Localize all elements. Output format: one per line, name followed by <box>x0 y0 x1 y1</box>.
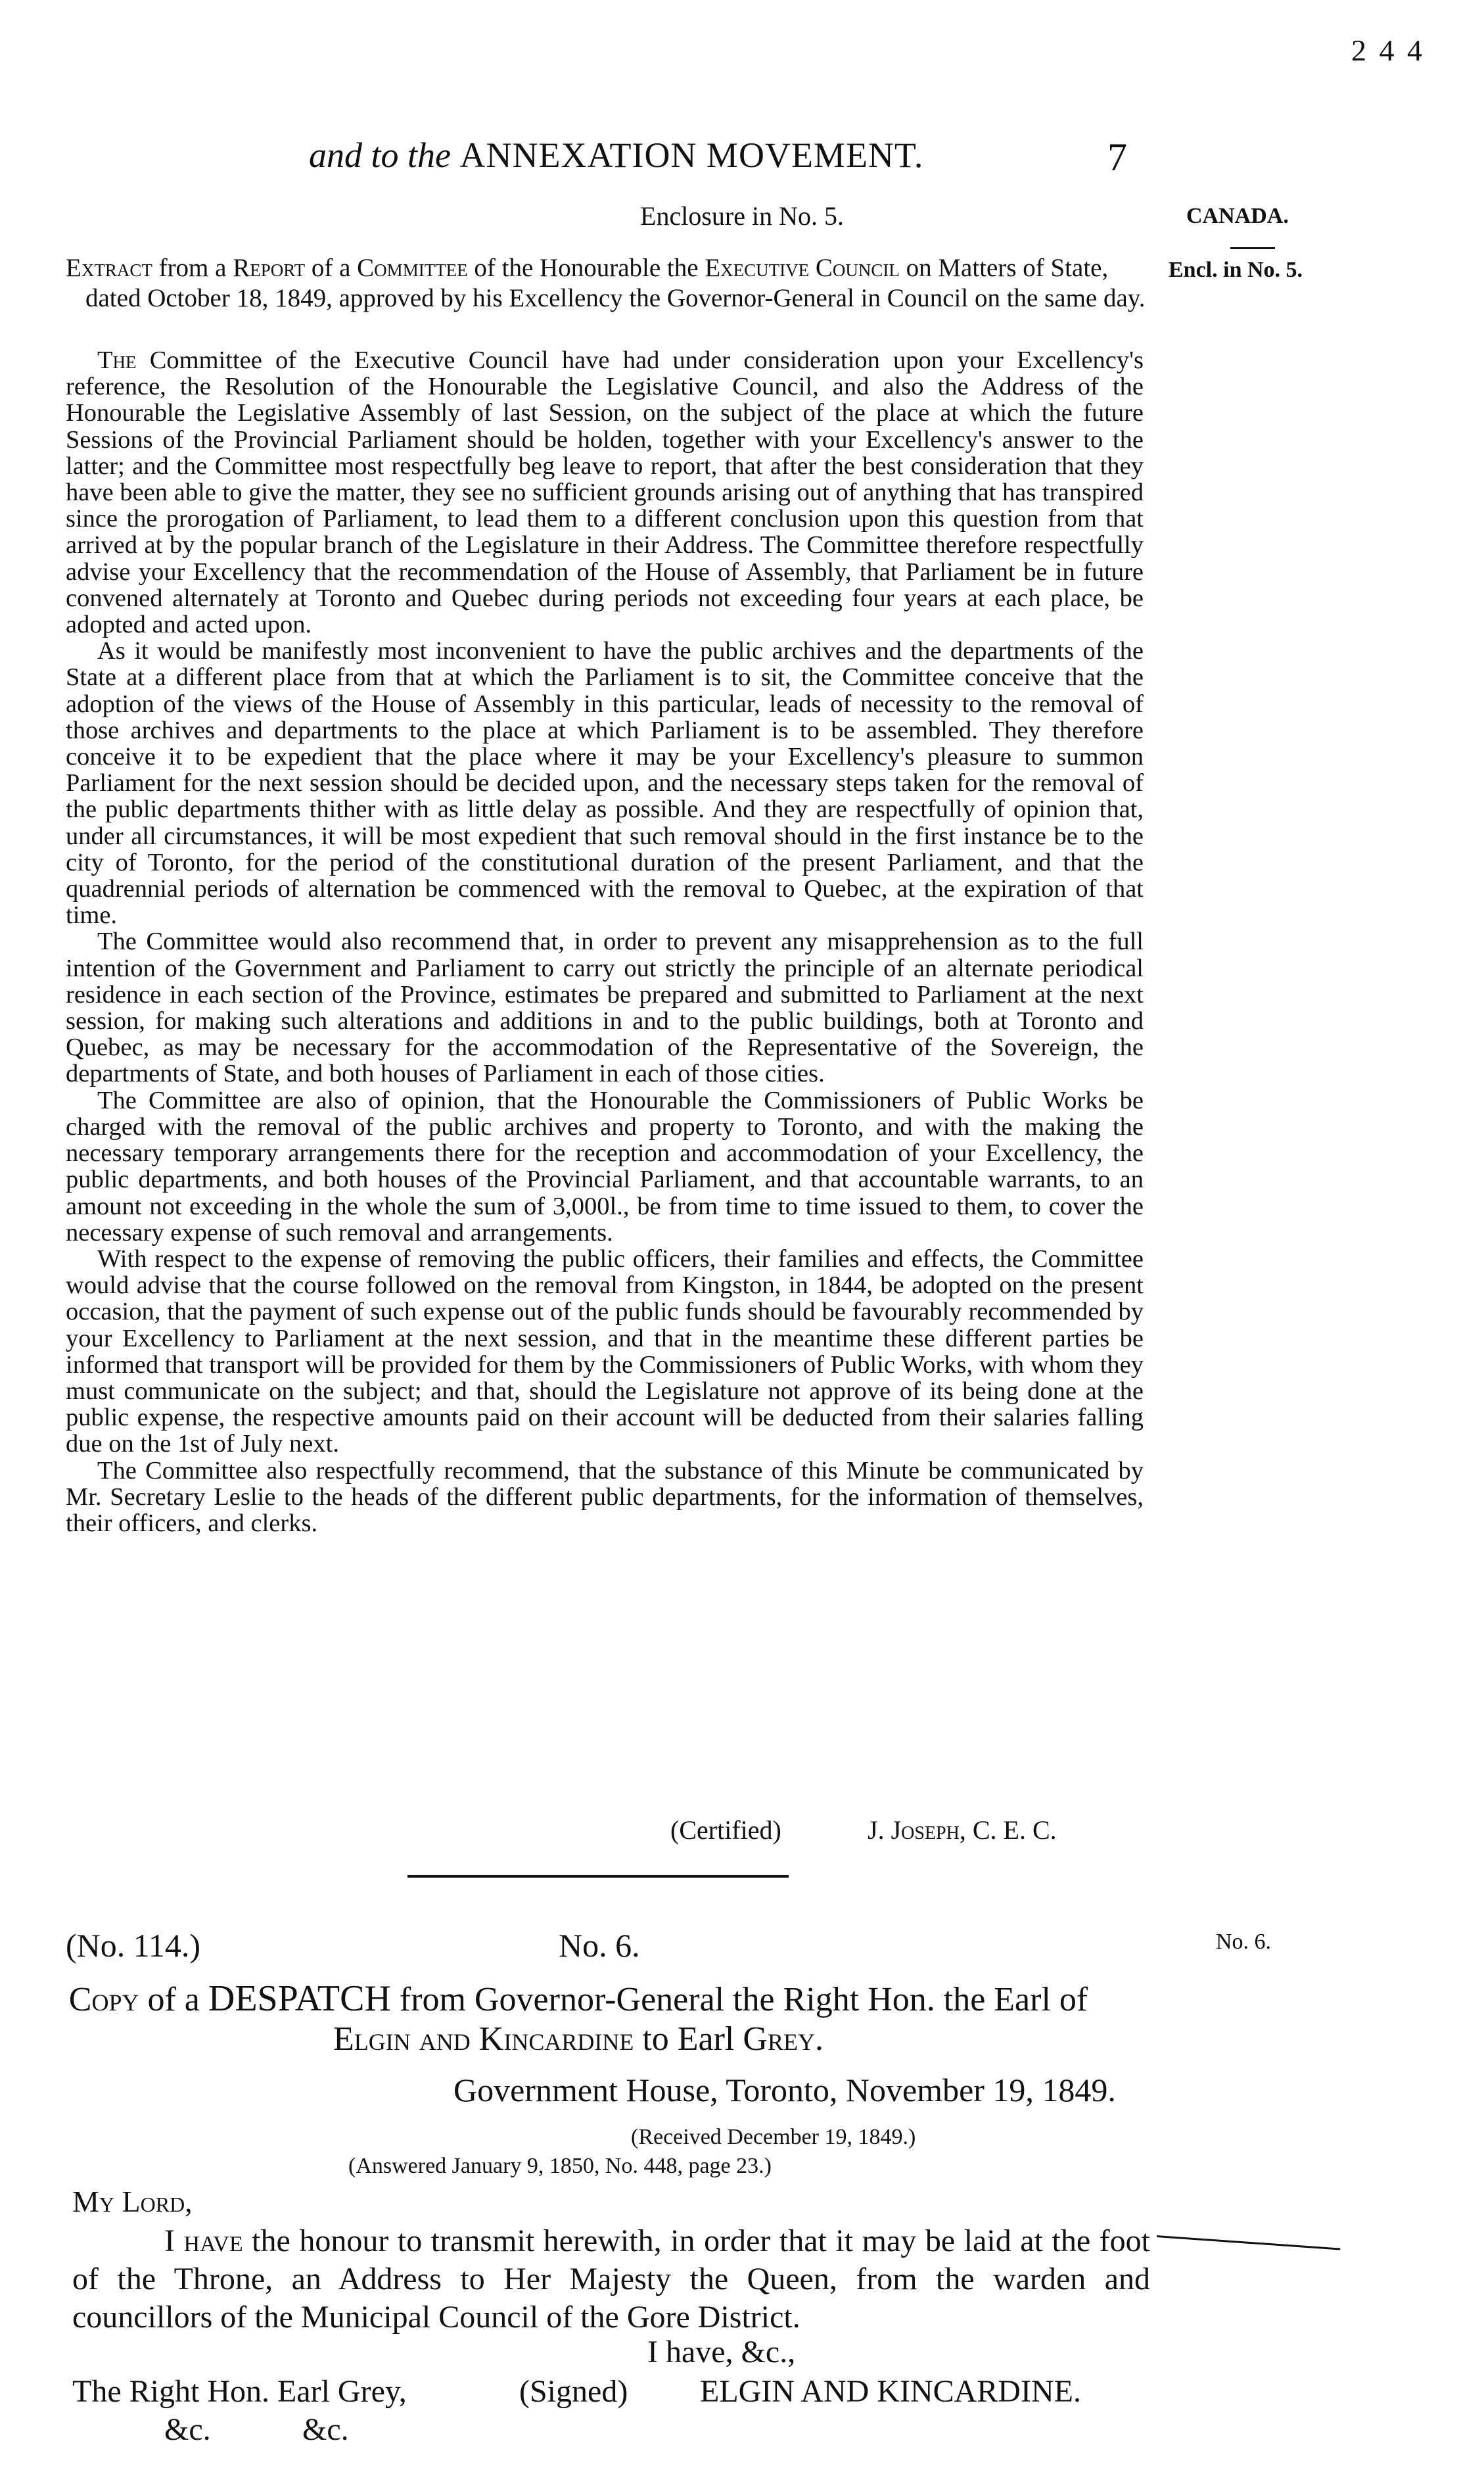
section-divider <box>407 1875 789 1878</box>
extract-lead: Extract <box>66 254 152 282</box>
report-paragraph: The Committee are also of opinion, that the Honourable the Commissioners of Public Works be charged with the removal of the public archives and property to Toronto, and with the making the necessary temporary arrangements there for the reception and accommodation of your Excellency, the public departments, and both houses of the Provincial Parliament, and that accountable warrants, to an amount not exceeding in the whole the sum of 3,000l., be from time to time issued to them, to cover the necessary expense of such removal and arrangements. <box>66 1086 1144 1247</box>
report-paragraph <box>66 347 1144 638</box>
report-paragraph: The Committee would also recommend that, in order to prevent any misapprehension as to the full intention of the Government and Parliament to carry out strictly the principle of an alternate periodical residence in each section of the Province, estimates be prepared and submitted to Parliament at the next session, for making such alterations and additions in and to the public buildings, both at Toronto and Quebec, as may be necessary for the accommodation of the Representative of the Sovereign, the departments of State, and both houses of Parliament in each of those cities. <box>66 928 1144 1088</box>
enclosure-heading: Enclosure in No. 5. <box>640 201 844 231</box>
title-copy: Copy <box>68 1981 139 2018</box>
running-head-prefix: and to the <box>309 135 451 175</box>
margin-pointer-line <box>1157 2235 1341 2250</box>
signed-label: (Signed) <box>519 2374 628 2409</box>
title-despatch: DESPATCH <box>208 1978 391 2019</box>
margin-rule <box>1230 247 1275 249</box>
extract-text: of a <box>305 254 358 282</box>
report-signature <box>868 1815 1057 1845</box>
title-text: to Earl <box>634 2020 743 2058</box>
letter-closing: I have, &c., <box>647 2335 796 2369</box>
folio-number: 7 <box>1107 135 1127 179</box>
margin-note-canada: CANADA. <box>1186 204 1289 228</box>
signature-surname: Joseph <box>891 1815 960 1845</box>
extract-text: of the Honourable the <box>467 254 705 282</box>
report-paragraph: As it would be manifestly most inconvenient to have the public archives and the departments of the State at a different place from that at which the Parliament is to sit, the Committee conceive that the adoption of the views of the House of Assembly in this particular, leads of necessity to the removal of those archives and departments to the place at which Parliament is to be assembled. They therefore conceive it to be expedient that the place where it may be your Excellency's pleasure to summon Parliament for the next session should be decided upon, and the necessary steps taken for the removal of the public departments thither with as little delay as possible. And they are respectfully of opinion that, under all circumstances, it will be most expedient that such removal should in the first instance be to the city of Toronto, for the period of the constitutional duration of the present Parliament, and that the quadrennial periods of alternation be commenced with the removal to Quebec, at the expiration of that time. <box>66 637 1144 930</box>
margin-note-no6: No. 6. <box>1216 1930 1272 1954</box>
despatch-number: No. 6. <box>559 1927 640 1964</box>
running-head-title: ANNEXATION MOVEMENT. <box>459 135 924 175</box>
letter-lead: I have <box>164 2223 243 2258</box>
certified-label: (Certified) <box>670 1815 781 1845</box>
extract-text: on Matters of State, dated October 18, 1849, approved by his Excellency the Governor-General in Council on the same day. <box>85 254 1146 312</box>
despatch-dateline: Government House, Toronto, November 19, 1849. <box>453 2072 1116 2108</box>
paragraph-text: Committee of the Executive Council have had under consideration upon your Excellency's reference, the Resolution of the Honourable the Legislative Council, and also the Address of the Honourable the Legislative Assembly of last Session, on the subject of the place at which the future Sessions of the Provincial Parliament should be holden, together with your Excellency's answer to the latter; and the Committee most respectfully beg leave to report, that after the best consideration that they have been able to give the matter, they see no sufficient grounds arising out of anything that has transpired since the prorogation of Parliament, to lead them to a different conclusion upon this question from that arrived at by the popular branch of the Legislature in their Address. The Committee therefore respectfully advise your Excellency that the recommendation of the House of Assembly, that Parliament be in future convened alternately at Toronto and Quebec during periods not exceeding four years at each place, be adopted and acted upon. <box>66 346 1144 639</box>
letter-body <box>72 2222 1150 2337</box>
report-paragraph: With respect to the expense of removing the public officers, their families and effects, the Committee would advise that the course followed on the removal from Kingston, in 1844, be adopted on the present occasion, that the payment of such expense out of the public funds should be favourably recommended by your Excellency to Parliament at the next session, and that in the meantime these different parties be informed that transport will be provided for them by the Commissioners of Public Works, with whom they must communicate on the subject; and that, should the Legislature not approve of its being done at the public expense, the respective amounts paid on their account will be deducted from their salaries falling due on the 1st of July next. <box>66 1245 1144 1458</box>
extract-heading <box>66 253 1163 314</box>
paragraph-lead: The <box>97 346 137 374</box>
addressee-etc: &c. <box>164 2412 211 2447</box>
despatch-reference: (No. 114.) <box>66 1927 201 1964</box>
letter-text: the honour to transmit herewith, in order that it may be laid at the foot of the Throne, an Address to Her Majesty the Queen, from the warden and councillors of the Municipal Council of the Gore District. <box>72 2223 1151 2335</box>
title-text: from Governor-General the Right Hon. the Earl of <box>390 1981 1088 2018</box>
extract-committee-word: Committee <box>357 254 468 282</box>
extract-text: from a <box>152 254 233 282</box>
letter-signature: ELGIN AND KINCARDINE. <box>700 2374 1081 2409</box>
addressee: The Right Hon. Earl Grey, <box>72 2374 407 2409</box>
signature-part: , C. E. C. <box>959 1815 1057 1845</box>
report-paragraph: The Committee also respectfully recommend, that the substance of this Minute be communicated by Mr. Secretary Leslie to the heads of the different public departments, for the information of themselves, their officers, and clerks. <box>66 1456 1144 1537</box>
running-head <box>309 135 923 176</box>
page-number: 2 4 4 <box>1351 34 1425 67</box>
title-text: of a <box>139 1981 208 2018</box>
title-elgin: Elgin and Kincardine <box>333 2020 634 2058</box>
received-note: (Received December 19, 1849.) <box>631 2125 916 2149</box>
signature-part: J. <box>868 1815 891 1845</box>
despatch-title <box>0 1979 1157 2059</box>
extract-executive-council: Executive Council <box>705 254 900 282</box>
report-body <box>66 347 1144 1536</box>
addressee-etc: &c. <box>302 2412 349 2447</box>
salutation: My Lord, <box>72 2185 193 2218</box>
title-grey: Grey. <box>743 2020 823 2058</box>
extract-report-word: Report <box>233 254 306 282</box>
margin-note-enclosure: Encl. in No. 5. <box>1169 258 1303 282</box>
answered-note: (Answered January 9, 1850, No. 448, page 23.) <box>348 2154 772 2178</box>
